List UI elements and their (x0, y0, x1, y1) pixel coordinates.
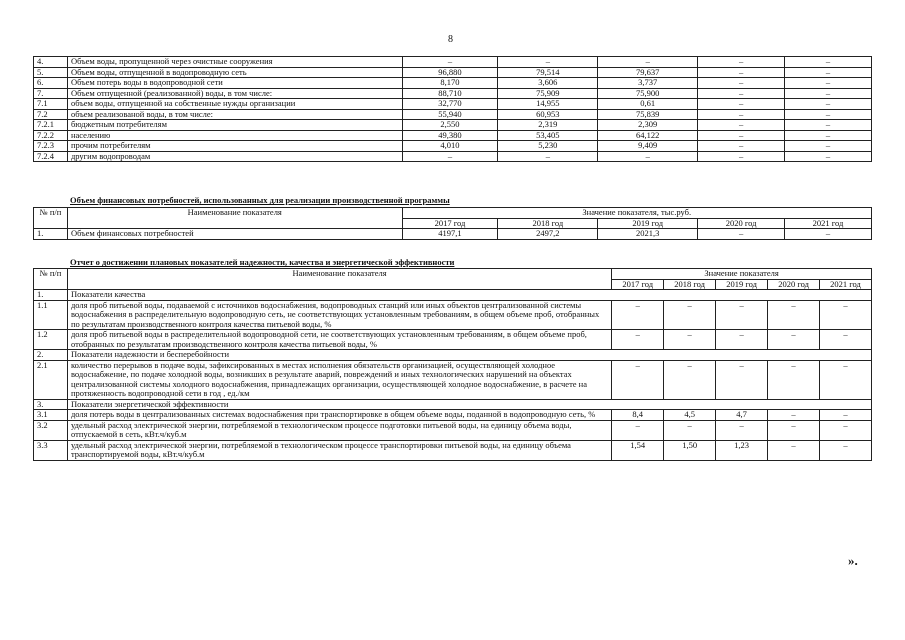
row-value: – (698, 109, 785, 120)
row-value: – (698, 120, 785, 131)
section-number: 2. (34, 350, 68, 361)
row-number: 7.1 (34, 99, 68, 110)
header-name: Наименование показателя (67, 208, 402, 229)
row-value: – (820, 420, 872, 440)
row-value: – (716, 330, 768, 350)
row-value: 88,710 (402, 88, 498, 99)
row-name: доля проб питьевой воды, подаваемой с источников водоснабжения, водопроводных станций или иных объектов централизованной системы водоснабжения в распределительную водопроводную сеть, не соответствующих установленным требованиям, в общем объеме проб, отобранных по результатам производственного контроля качества питьевой воды, % (67, 300, 611, 330)
row-number: 7.2.4 (34, 151, 68, 162)
year-header: 2020 год (768, 279, 820, 290)
header-name: Наименование показателя (67, 269, 611, 290)
year-header: 2020 год (698, 218, 785, 229)
row-value: 79,637 (598, 67, 698, 78)
row-number: 7.2.3 (34, 141, 68, 152)
row-number: 7.2 (34, 109, 68, 120)
row-value: 2,319 (498, 120, 598, 131)
indicators-table (33, 268, 872, 461)
row-value: 32,770 (402, 99, 498, 110)
row-value: – (785, 141, 872, 152)
row-name: доля потерь воды в централизованных системах водоснабжения при транспортировке в общем объеме воды, поданной в водопроводную сеть, % (67, 410, 611, 421)
header-number: № п/п (34, 269, 68, 290)
row-value: – (768, 410, 820, 421)
table-row (34, 330, 872, 350)
row-value: – (785, 99, 872, 110)
section-name: Показатели энергетической эффективности (67, 399, 871, 410)
row-value: – (785, 57, 872, 68)
row-value: – (598, 57, 698, 68)
table-row (34, 78, 872, 89)
row-value: 75,839 (598, 109, 698, 120)
row-number: 4. (34, 57, 68, 68)
finance-table-title: Объем финансовых потребностей, использованных для реализации производственной программы (70, 195, 450, 205)
row-value: – (698, 67, 785, 78)
year-header: 2018 год (498, 218, 598, 229)
row-value: – (664, 360, 716, 399)
row-value: 1,23 (716, 440, 768, 460)
row-value: – (785, 151, 872, 162)
row-number: 7.2.2 (34, 130, 68, 141)
section-number: 1. (34, 290, 68, 301)
row-value: – (612, 330, 664, 350)
row-value: 2,309 (598, 120, 698, 131)
row-value: – (820, 360, 872, 399)
row-value: – (698, 229, 785, 240)
row-name: населению (67, 130, 402, 141)
row-value: 53,405 (498, 130, 598, 141)
row-value: 60,953 (498, 109, 598, 120)
row-value: – (768, 300, 820, 330)
row-value: 2,550 (402, 120, 498, 131)
table-row (34, 88, 872, 99)
year-header: 2019 год (598, 218, 698, 229)
row-value: 9,409 (598, 141, 698, 152)
row-value: – (612, 420, 664, 440)
row-value: 75,909 (498, 88, 598, 99)
row-value: 3,606 (498, 78, 598, 89)
row-value: 4,010 (402, 141, 498, 152)
table-row (34, 120, 872, 131)
row-number: 7.2.1 (34, 120, 68, 131)
row-name: доля проб питьевой воды в распределительной водопроводной сети, не соответствующих установленным требованиям, в общем объеме проб, отобранных по результатам производственного контроля качества питьевой воды, % (67, 330, 611, 350)
row-value: – (698, 78, 785, 89)
row-value: – (785, 130, 872, 141)
row-number: 6. (34, 78, 68, 89)
row-value: 75,900 (598, 88, 698, 99)
row-value: – (664, 330, 716, 350)
header-number: № п/п (34, 208, 68, 229)
row-value: 1,54 (612, 440, 664, 460)
row-value: – (820, 410, 872, 421)
page-number: 8 (448, 34, 453, 45)
row-name: объем реализованой воды, в том числе: (67, 109, 402, 120)
row-name: Объем финансовых потребностей (67, 229, 402, 240)
row-number: 1.2 (34, 330, 68, 350)
row-value: – (768, 330, 820, 350)
row-number: 1. (34, 229, 68, 240)
row-value: – (785, 88, 872, 99)
row-name: количество перерывов в подаче воды, зафиксированных в местах исполнения обязательств организацией, осуществляющей холодное водоснабжение, по подаче холодной воды, возникших в результате аварий, повреждений и иных технологических нарушений на объектах централизованной системы холодного водоснабжения, принадлежащих организации, осуществляющей холодное водоснабжение, в расчете на протяженность водопроводной сети в год , ед./км (67, 360, 611, 399)
year-header: 2017 год (402, 218, 498, 229)
row-value: – (698, 99, 785, 110)
row-value: – (664, 300, 716, 330)
row-name: объем воды, отпущенной на собственные нужды организации (67, 99, 402, 110)
row-value: 5,230 (498, 141, 598, 152)
row-value: 49,380 (402, 130, 498, 141)
table-row (34, 300, 872, 330)
row-value: – (716, 420, 768, 440)
table-row (34, 440, 872, 460)
row-value: 4,5 (664, 410, 716, 421)
row-value: – (598, 151, 698, 162)
row-number: 2.1 (34, 360, 68, 399)
row-value: – (664, 420, 716, 440)
row-value: – (820, 330, 872, 350)
row-value: 79,514 (498, 67, 598, 78)
row-value: – (498, 151, 598, 162)
finance-table (33, 207, 872, 240)
row-value: 2497,2 (498, 229, 598, 240)
row-value: 64,122 (598, 130, 698, 141)
row-value: 8,4 (612, 410, 664, 421)
row-value: 0,61 (598, 99, 698, 110)
row-value: – (498, 57, 598, 68)
year-header: 2021 год (785, 218, 872, 229)
row-name: прочим потребителям (67, 141, 402, 152)
indicators-table-title: Отчет о достижении плановых показателей надежности, качества и энергетической эффективности (70, 257, 455, 267)
header-value: Значение показателя (612, 269, 872, 280)
section-number: 3. (34, 399, 68, 410)
row-value: 2021,3 (598, 229, 698, 240)
year-header: 2021 год (820, 279, 872, 290)
row-value: 55,940 (402, 109, 498, 120)
row-value: – (785, 120, 872, 131)
row-name: бюджетным потребителям (67, 120, 402, 131)
row-value: – (402, 151, 498, 162)
row-value: – (768, 420, 820, 440)
row-value: – (716, 360, 768, 399)
row-value: – (698, 141, 785, 152)
row-name: удельный расход электрической энергии, потребляемой в технологическом процессе транспортировки питьевой воды, на единицу объема транспортируемой воды, кВт.ч/куб.м (67, 440, 611, 460)
table-row (34, 151, 872, 162)
row-value: 3,737 (598, 78, 698, 89)
row-number: 3.3 (34, 440, 68, 460)
row-value: – (785, 67, 872, 78)
table-row (34, 410, 872, 421)
row-value: – (820, 300, 872, 330)
row-value: – (820, 440, 872, 460)
row-value: 1,50 (664, 440, 716, 460)
row-value: 96,880 (402, 67, 498, 78)
section-row (34, 290, 872, 301)
row-name: Объем потерь воды в водопроводной сети (67, 78, 402, 89)
water-volume-table (33, 56, 872, 162)
row-value: – (402, 57, 498, 68)
row-value: – (612, 360, 664, 399)
row-value: – (698, 130, 785, 141)
table-row (34, 130, 872, 141)
row-name: Объем воды, отпущенной в водопроводную сеть (67, 67, 402, 78)
table-row (34, 360, 872, 399)
row-number: 3.1 (34, 410, 68, 421)
year-header: 2018 год (664, 279, 716, 290)
year-header: 2019 год (716, 279, 768, 290)
row-number: 5. (34, 67, 68, 78)
row-value: – (785, 109, 872, 120)
row-number: 3.2 (34, 420, 68, 440)
row-value: – (698, 57, 785, 68)
row-value: – (612, 300, 664, 330)
table-row (34, 141, 872, 152)
end-mark: ». (848, 553, 858, 568)
row-name: Объем отпущенной (реализованной) воды, в том числе: (67, 88, 402, 99)
table-row (34, 420, 872, 440)
row-name: другим водопроводам (67, 151, 402, 162)
table-row (34, 67, 872, 78)
row-value: 4,7 (716, 410, 768, 421)
table-row (34, 57, 872, 68)
row-value: – (785, 229, 872, 240)
table-row (34, 229, 872, 240)
section-name: Показатели надежности и бесперебойности (67, 350, 871, 361)
table-row (34, 99, 872, 110)
row-name: Объем воды, пропущенной через очистные сооружения (67, 57, 402, 68)
row-value: 8,170 (402, 78, 498, 89)
row-value: – (716, 300, 768, 330)
row-value: – (768, 360, 820, 399)
row-value: – (785, 78, 872, 89)
header-value: Значение показателя, тыс.руб. (402, 208, 871, 219)
row-number: 7. (34, 88, 68, 99)
row-value: 14,955 (498, 99, 598, 110)
table-row (34, 109, 872, 120)
section-row (34, 350, 872, 361)
row-value: – (698, 151, 785, 162)
row-name: удельный расход электрической энергии, потребляемой в технологическом процессе подготовки питьевой воды, на единицу объема воды, отпускаемой в сеть, кВт.ч/куб.м (67, 420, 611, 440)
row-value: 4197,1 (402, 229, 498, 240)
section-name: Показатели качества (67, 290, 871, 301)
year-header: 2017 год (612, 279, 664, 290)
row-number: 1.1 (34, 300, 68, 330)
row-value: – (768, 440, 820, 460)
row-value: – (698, 88, 785, 99)
section-row (34, 399, 872, 410)
